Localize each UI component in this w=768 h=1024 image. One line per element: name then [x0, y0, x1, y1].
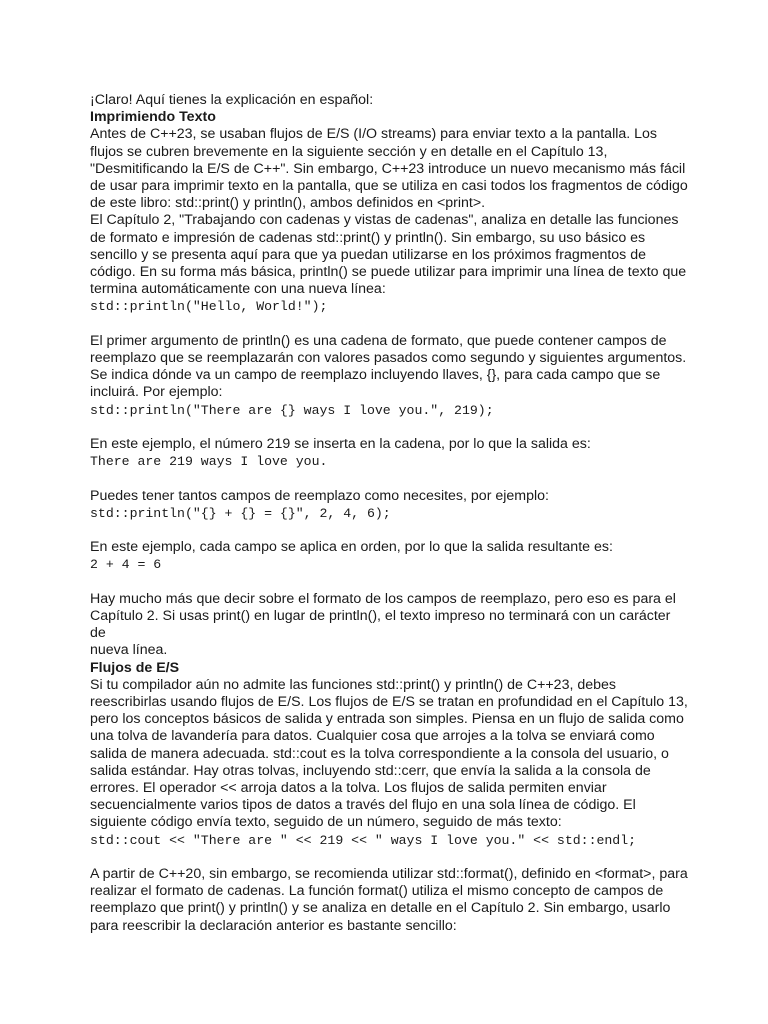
- spacer: [90, 419, 690, 436]
- spacer: [90, 522, 690, 539]
- paragraph-9: A partir de C++20, sin embargo, se recomienda utilizar std::format(), definido en <format>, para realizar el formato de cadenas. La función format() utiliza el mismo concepto de campos de reemplazo que print() y println() y se analiza en detalle en el Capítulo 2. Sin embargo, usarlo para reescribir la declaración anterior es bastante sencillo:: [90, 866, 688, 934]
- section-heading-flujos: Flujos de E/S: [90, 659, 180, 676]
- code-block-1: std::println("Hello, World!");: [90, 299, 328, 315]
- paragraph-3: El primer argumento de println() es una cadena de formato, que puede contener campos de reemplazo que se reemplazarán con valores pasados como segundo y siguientes argumentos. Se indica dónde va un campo de reemplazo incluyendo llaves, {}, para cada campo que se incluirá. Por ejemplo:: [90, 332, 687, 401]
- paragraph-1: Antes de C++23, se usaban flujos de E/S (I/O streams) para enviar texto a la pantalla. Los flujos se cubren brevemente en la siguiente sección y en detalle en el Capítulo 13, "Desmitificando la E/S de C++". Sin embargo, C++23 introduce un nuevo mecanismo más fácil de usar para imprimir texto en la pantalla, que se utiliza en casi todos los fragmentos de código de este libro: std::print() y println(), ambos definidos en <print>.: [90, 126, 688, 212]
- spacer: [90, 316, 690, 333]
- code-block-6: std::cout << "There are " << 219 << " ways I love you." << std::endl;: [90, 832, 637, 848]
- code-block-2: std::println("There are {} ways I love you.", 219);: [90, 402, 494, 418]
- section-heading-imprimiendo-texto: Imprimiendo Texto: [90, 109, 216, 126]
- code-block-3: There are 219 ways I love you.: [90, 454, 328, 470]
- spacer: [90, 470, 690, 487]
- spacer: [90, 574, 690, 591]
- paragraph-8: Si tu compilador aún no admite las funciones std::print() y println() de C++23, debes reescribirlas usando flujos de E/S. Los flujos de E/S se tratan en profundidad en el Capítulo 13, pero los conceptos básicos de salida y entrada son simples. Piensa en un flujo de salida como una tolva de lavandería para datos. Cualquier cosa que arrojes a la tolva se enviará como salida de manera adecuada. std::cout es la tolva correspondiente a la consola del usuario, o salida estándar. Hay otras tolvas, incluyendo std::cerr, que envía la salida a la consola de errores. El operador << arroja datos a la tolva. Los flujos de salida permiten enviar secuencialmente varios tipos de datos a través del flujo en una sola línea de código. El siguiente código envía texto, seguido de un número, seguido de más texto:: [90, 676, 688, 831]
- intro-line: ¡Claro! Aquí tienes la explicación en español:: [90, 92, 374, 108]
- code-block-5: 2 + 4 = 6: [90, 557, 162, 573]
- paragraph-5: Puedes tener tantos campos de reemplazo como necesites, por ejemplo:: [90, 487, 549, 504]
- code-block-4: std::println("{} + {} = {}", 2, 4, 6);: [90, 505, 391, 521]
- paragraph-6: En este ejemplo, cada campo se aplica en orden, por lo que la salida resultante es:: [90, 539, 613, 556]
- paragraph-4: En este ejemplo, el número 219 se inserta en la cadena, por lo que la salida es:: [90, 436, 591, 453]
- paragraph-7: Hay mucho más que decir sobre el formato de los campos de reemplazo, pero eso es para el Capítulo 2. Si usas print() en lugar de println(), el texto impreso no terminará con un carácter de nueva línea.: [90, 590, 676, 659]
- paragraph-2: El Capítulo 2, "Trabajando con cadenas y vistas de cadenas", analiza en detalle las funciones de formato e impresión de cadenas std::print() y println(). Sin embargo, su uso básico es sencillo y se presenta aquí para que ya puedan utilizarse en los próximos fragmentos de código. En su forma más básica, println() se puede utilizar para imprimir una línea de texto que termina automáticamente con una nueva línea:: [90, 212, 687, 298]
- spacer: [90, 849, 690, 866]
- document-page: [90, 92, 690, 935]
